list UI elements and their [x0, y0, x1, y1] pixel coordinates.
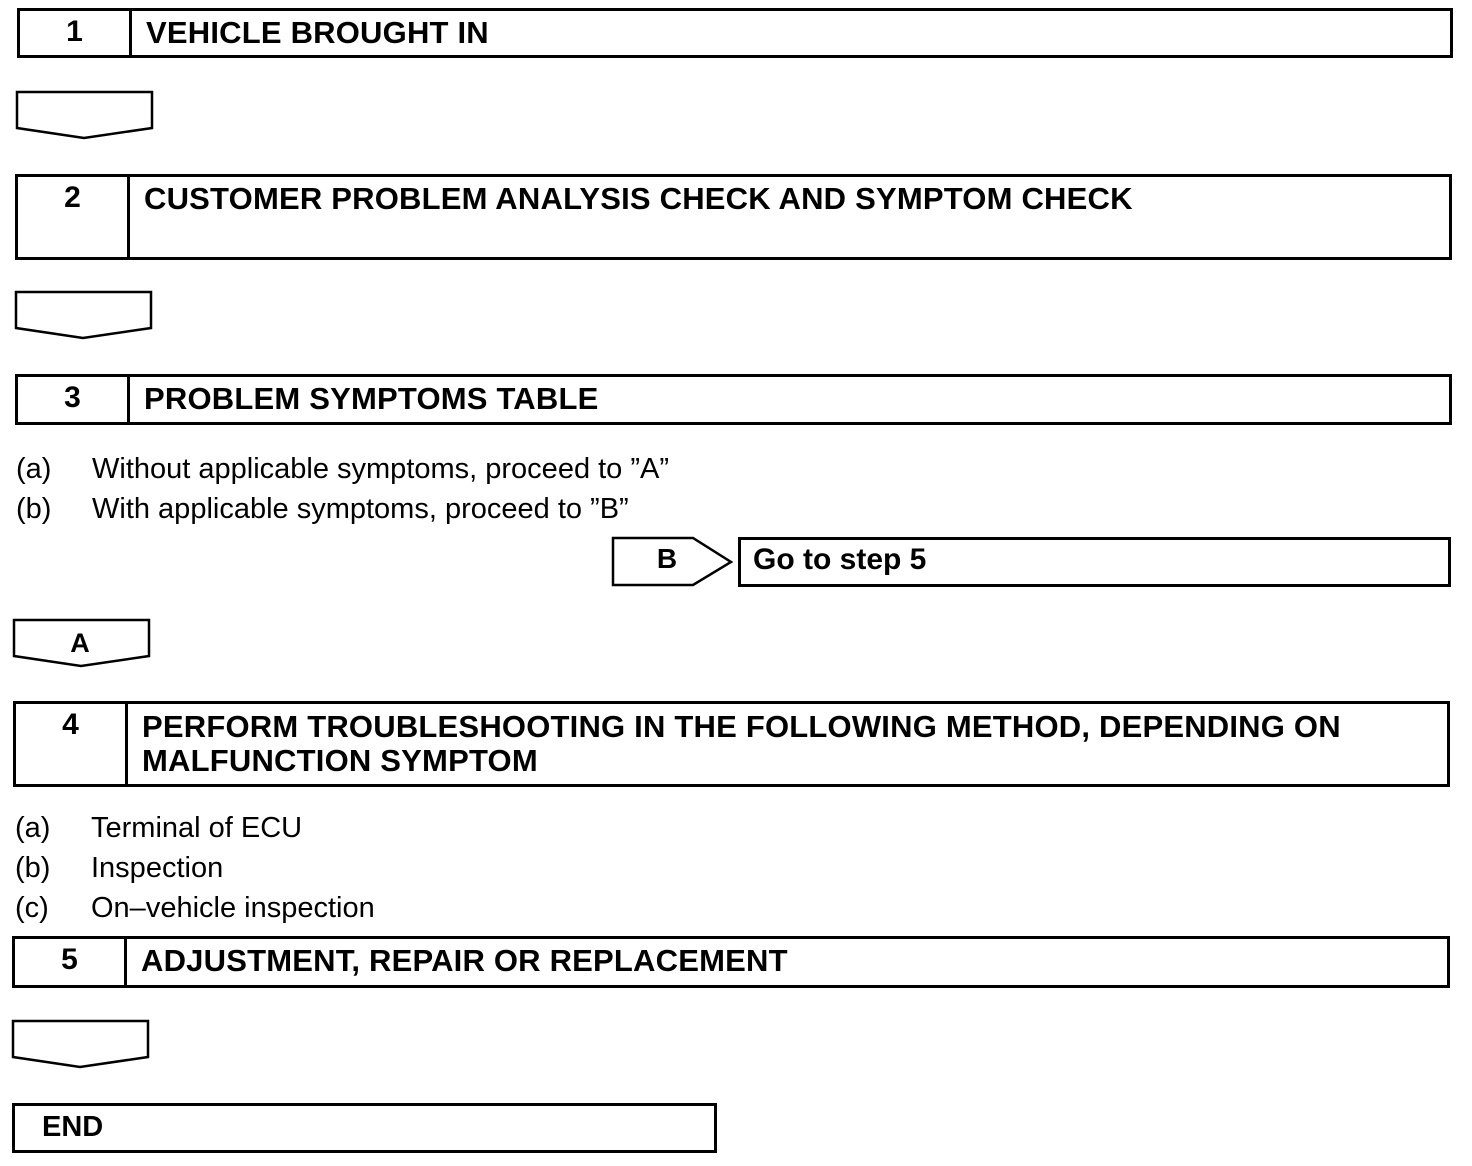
list-item-text: On–vehicle inspection	[91, 892, 375, 924]
step-4-title: PERFORM TROUBLESHOOTING IN THE FOLLOWING METHOD, DEPENDING ON MALFUNCTION SYMPTOM	[142, 709, 1341, 778]
list-item-text: With applicable symptoms, proceed to ”B”	[92, 493, 629, 525]
step-1-title: VEHICLE BROUGHT IN	[146, 15, 489, 50]
list-item-key: (a)	[15, 812, 51, 844]
step-2-title: CUSTOMER PROBLEM ANALYSIS CHECK AND SYMPTOM CHECK	[144, 181, 1133, 216]
list-item-text: Inspection	[91, 852, 224, 884]
branch-b-label: B	[656, 543, 678, 574]
step-4-box	[13, 701, 1450, 787]
step-2-box	[15, 174, 1452, 260]
step-5-box	[12, 936, 1450, 988]
list-item-key: (b)	[16, 493, 52, 525]
list-item	[15, 808, 375, 848]
step-5-title: ADJUSTMENT, REPAIR OR REPLACEMENT	[141, 943, 788, 978]
step-3-number: 3	[18, 377, 130, 422]
flow-arrow-1	[15, 90, 155, 142]
list-item	[16, 489, 669, 529]
list-item-key: (a)	[16, 453, 52, 485]
step-4-number: 4	[16, 704, 128, 784]
branch-b-tag	[611, 536, 735, 593]
step-1-box	[17, 8, 1453, 58]
flow-arrow-5	[11, 1019, 151, 1071]
step-2-number: 2	[18, 177, 130, 257]
list-item	[15, 848, 375, 888]
flow-arrow-a	[12, 618, 152, 670]
list-item	[16, 449, 669, 489]
step-1-number: 1	[20, 11, 132, 55]
connector-a-label: A	[70, 628, 90, 658]
step-3-title: PROBLEM SYMPTOMS TABLE	[144, 381, 599, 416]
step-3-instructions	[16, 449, 669, 529]
list-item-text: Without applicable symptoms, proceed to ”A”	[92, 453, 670, 485]
step-5-number: 5	[15, 939, 127, 985]
end-box: END	[12, 1103, 717, 1153]
step-3-box	[15, 374, 1452, 425]
list-item-key: (c)	[15, 892, 49, 924]
step-4-methods	[15, 808, 375, 928]
branch-b-action: Go to step 5	[738, 537, 1451, 587]
list-item-key: (b)	[15, 852, 51, 884]
list-item-text: Terminal of ECU	[91, 812, 303, 844]
list-item	[15, 888, 375, 928]
flow-arrow-2	[14, 290, 154, 342]
